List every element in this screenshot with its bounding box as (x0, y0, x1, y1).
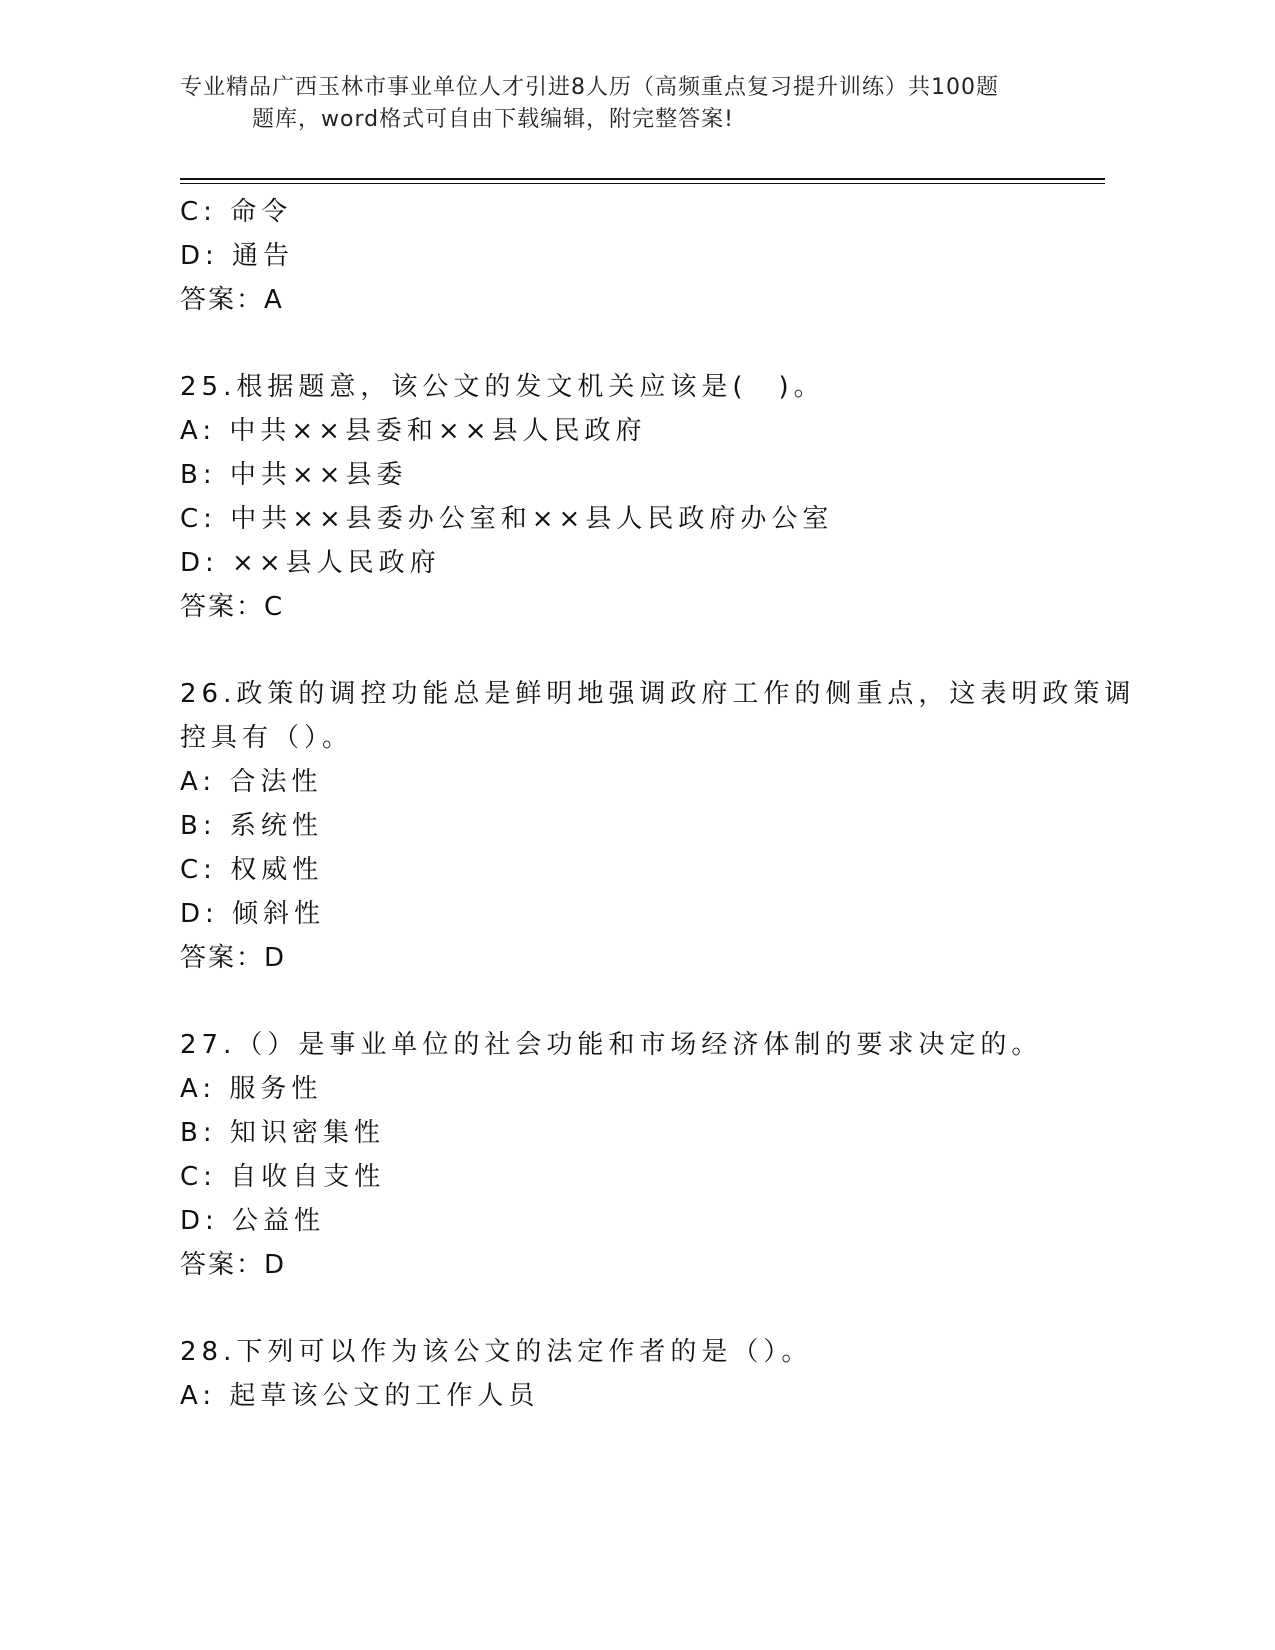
option-row (180, 409, 1080, 453)
option-row (180, 760, 1080, 804)
spacer (180, 980, 1080, 1023)
option-text: 通告 (232, 241, 295, 271)
option-text: 命令 (230, 197, 293, 227)
option-row (180, 1111, 1080, 1155)
option-row (180, 453, 1080, 497)
option-label: A: (180, 767, 217, 797)
option-label: D: (180, 1206, 219, 1236)
option-row (180, 1374, 1080, 1418)
spacer (180, 1287, 1080, 1330)
option-text: 服务性 (229, 1074, 323, 1104)
question-stem: 26.政策的调控功能总是鲜明地强调政府工作的侧重点，这表明政策调 (180, 679, 1136, 709)
spacer (180, 629, 1080, 672)
option-text: 起草该公文的工作人员 (229, 1381, 540, 1411)
option-row (180, 190, 1080, 234)
document-header (180, 72, 1100, 136)
option-label: B: (180, 460, 217, 490)
header-divider-thin (180, 183, 1105, 184)
option-label: D: (180, 548, 219, 578)
option-text: 权威性 (230, 855, 324, 885)
answer-line: 答案：D (180, 1250, 287, 1280)
option-label: B: (180, 811, 217, 841)
option-row (180, 1199, 1080, 1243)
option-label: C: (180, 1162, 217, 1192)
answer-line: 答案：A (180, 285, 284, 315)
option-text: 中共××县委 (229, 460, 408, 490)
question-block-continued (180, 190, 1080, 322)
question-list (180, 190, 1136, 1418)
option-text: 公益性 (232, 1206, 326, 1236)
header-title-line-1: 专业精品广西玉林市事业单位人才引进8人历（高频重点复习提升训练）共100题 (180, 75, 999, 100)
option-text: ××县人民政府 (232, 548, 441, 578)
option-label: A: (180, 1381, 217, 1411)
answer-line: 答案：D (180, 943, 287, 973)
option-label: D: (180, 899, 219, 929)
option-row (180, 1067, 1080, 1111)
question-block (180, 1330, 1080, 1418)
option-text: 中共××县委办公室和××县人民政府办公室 (230, 504, 834, 534)
option-row (180, 541, 1080, 585)
option-text: 系统性 (229, 811, 323, 841)
question-block (180, 1023, 1080, 1287)
answer-line: 答案：C (180, 592, 285, 622)
header-title-line-2: 题库，word格式可自由下载编辑，附完整答案! (252, 107, 734, 132)
option-row (180, 234, 1080, 278)
option-row (180, 892, 1080, 936)
question-stem: 27.（）是事业单位的社会功能和市场经济体制的要求决定的。 (180, 1030, 1043, 1060)
option-text: 知识密集性 (229, 1118, 385, 1148)
option-text: 中共××县委和××县人民政府 (229, 416, 647, 446)
option-row (180, 804, 1080, 848)
option-label: A: (180, 416, 217, 446)
option-label: B: (180, 1118, 217, 1148)
question-block (180, 672, 1136, 980)
option-text: 合法性 (229, 767, 323, 797)
option-text: 倾斜性 (232, 899, 326, 929)
question-stem: 25.根据题意，该公文的发文机关应该是( )。 (180, 372, 825, 402)
option-label: C: (180, 197, 217, 227)
question-stem: 28.下列可以作为该公文的法定作者的是（）。 (180, 1337, 813, 1367)
question-stem-continued: 控具有（）。 (180, 723, 354, 753)
option-row (180, 848, 1080, 892)
option-label: A: (180, 1074, 217, 1104)
option-row (180, 1155, 1080, 1199)
question-block (180, 365, 1080, 629)
option-text: 自收自支性 (230, 1162, 386, 1192)
option-row (180, 497, 1080, 541)
header-divider-thick (180, 178, 1105, 180)
option-label: C: (180, 855, 217, 885)
option-label: C: (180, 504, 217, 534)
option-label: D: (180, 241, 219, 271)
spacer (180, 322, 1080, 365)
